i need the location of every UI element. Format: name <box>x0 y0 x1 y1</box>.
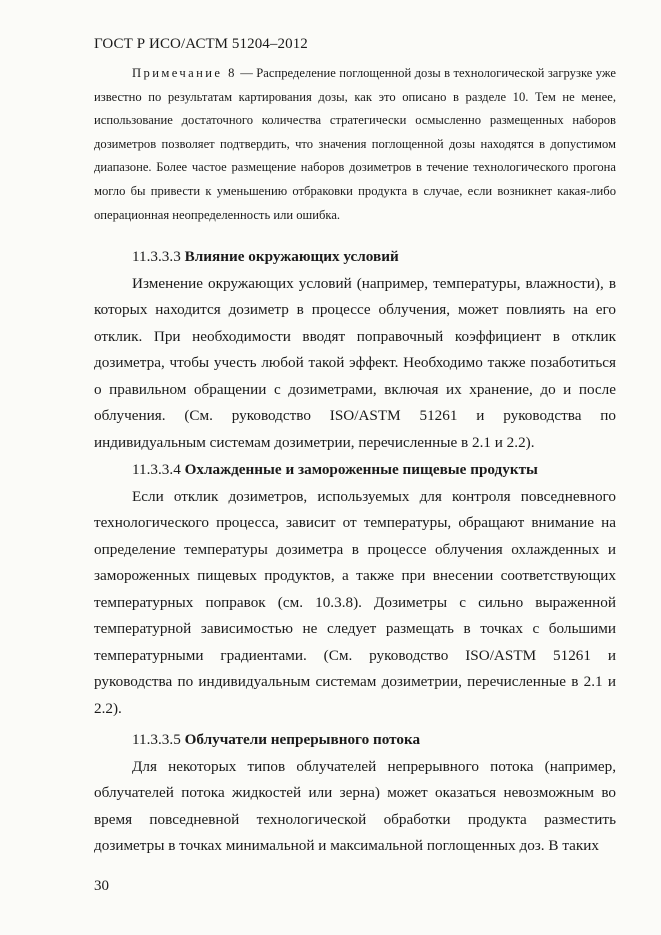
page-number: 30 <box>94 878 109 894</box>
section-number: 11.3.3.3 <box>132 248 181 265</box>
section-11-3-3-4 <box>94 457 616 722</box>
note-label: Примечание 8 <box>132 66 237 80</box>
section-paragraph: Если отклик дозиметров, используемых для контроля повседневного технологического процесса, зависит от температуры, обращают внимание на определение температуры дозиметра в процессе облучения охлажденных и замороженных пищевых продуктов, а также при внесении соответствующих температурных поправок (см. 10.3.8). Дозиметры с сильно выраженной температурной зависимостью не следует размещать в точках с большими температурными градиентами. (См. руководство ISO/ASTM 51261 и руководства по индивидуальным системам дозиметрии, перечисленные в 2.1 и 2.2). <box>94 487 616 717</box>
section-heading <box>94 244 616 271</box>
section-number: 11.3.3.4 <box>132 461 181 478</box>
section-heading <box>94 727 616 754</box>
note-dash: — <box>240 66 253 80</box>
section-title: Влияние окружающих условий <box>184 248 399 265</box>
section-paragraph: Изменение окружающих условий (например, температуры, влажности), в которых находится дозиметр в процессе облучения, может повлиять на его отклик. При необходимости вводят поправочный коэффициент в отклик дозиметра, чтобы учесть любой такой эффект. Необходимо также позаботиться о правильном обращении с дозиметрами, включая их хранение, до и после облучения. (См. руководство ISO/ASTM 51261 и руководства по индивидуальным системам дозиметрии, перечисленные в 2.1 и 2.2). <box>94 274 616 451</box>
section-title: Облучатели непрерывного потока <box>184 731 421 748</box>
section-heading <box>94 457 616 484</box>
section-11-3-3-3 <box>94 244 616 456</box>
note-text: Распределение поглощенной дозы в технологической загрузке уже известно по результатам картирования дозы, как это описано в разделе 10. Тем не менее, использование достаточного количества стратегически осмысленно размещенных наборов дозиметров позволяет подтвердить, что значения поглощенной дозы находятся в допустимом диапазоне. Более частое размещение наборов дозиметров в течение технологического прогона могло бы привести к уменьшению отбраковки продукта в случае, если возникнет какая-либо операционная неопределенность или ошибка. <box>94 66 616 222</box>
document-header: ГОСТ Р ИСО/АСТМ 51204–2012 <box>94 36 308 52</box>
note-8 <box>94 62 616 227</box>
section-11-3-3-5 <box>94 727 616 860</box>
section-paragraph: Для некоторых типов облучателей непрерывного потока (например, облучателей потока жидкостей или зерна) может оказаться невозможным во время повседневной технологической обработки продукта разместить дозиметры в точках минимальной и максимальной поглощенных доз. В таких <box>94 757 616 854</box>
section-title: Охлажденные и замороженные пищевые продукты <box>184 461 538 478</box>
section-number: 11.3.3.5 <box>132 731 181 748</box>
